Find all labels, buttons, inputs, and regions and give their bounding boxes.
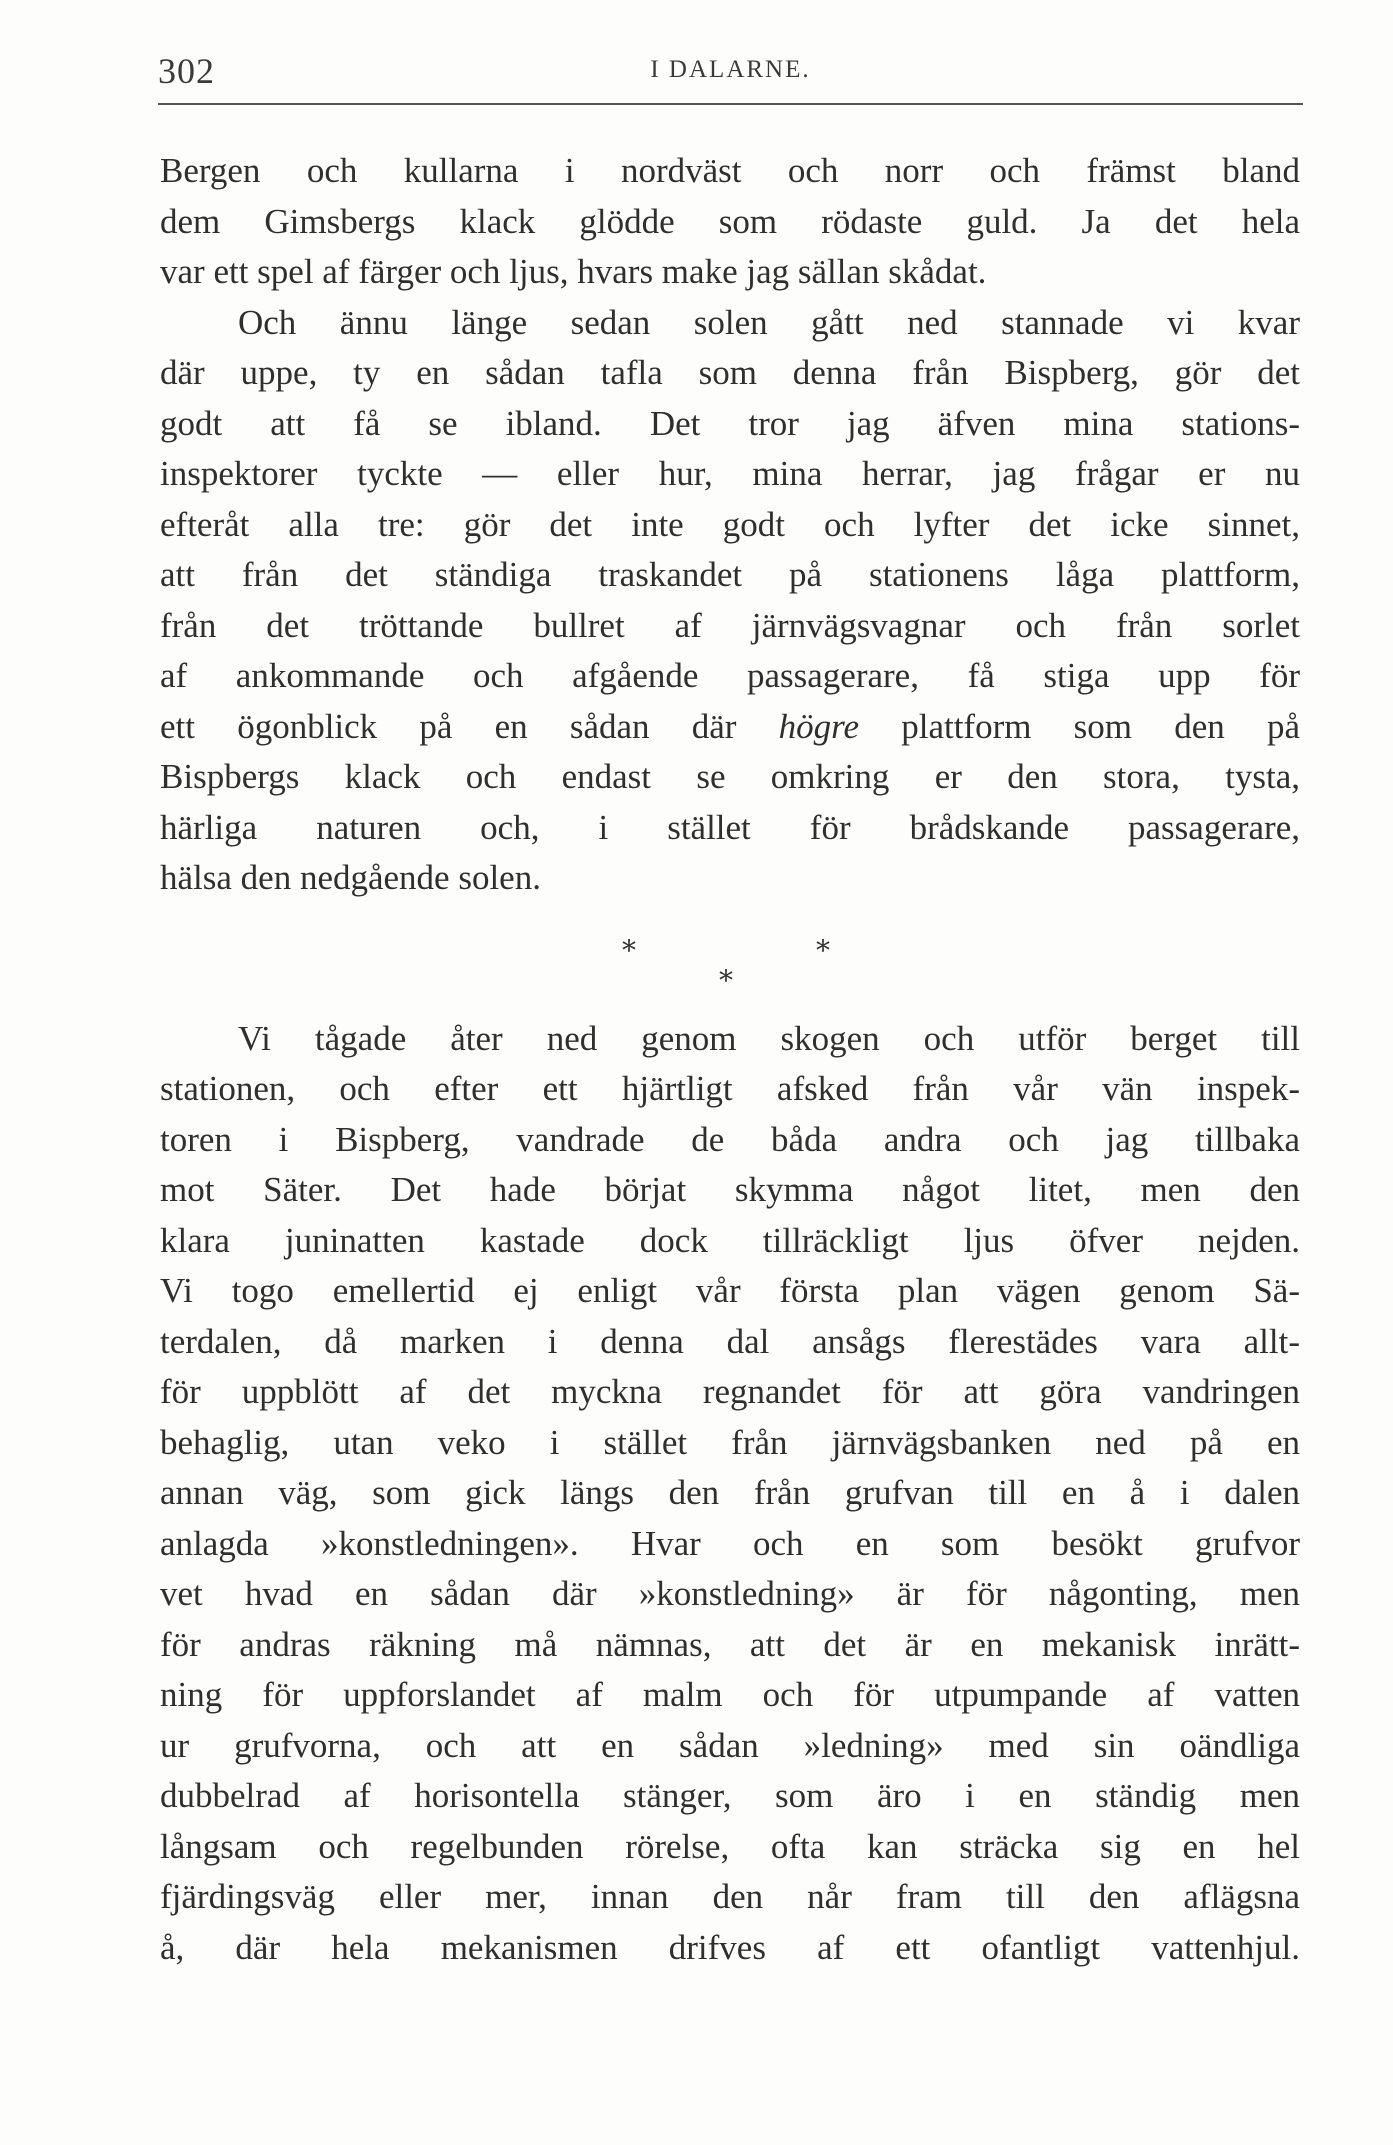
text-line: annan väg, som gick längs den från grufvan till en å i dalen <box>160 1473 1300 1512</box>
text-line: hälsa den nedgående solen. <box>160 858 541 897</box>
text-line: långsam och regelbunden rörelse, ofta kan sträcka sig en hel <box>160 1826 1300 1866</box>
text-line-with-italic <box>160 702 1300 753</box>
text-line: ning för uppforslandet af malm och för utpumpande af vatten <box>160 1675 1300 1714</box>
text-line: inspektorer tyckte — eller hur, mina herrar, jag frågar er nu <box>160 454 1300 493</box>
paragraph-1 <box>160 146 1300 298</box>
text-line: klara juninatten kastade dock tillräckligt ljus öfver nejden. <box>160 1220 1300 1260</box>
text-fragment: ett ögonblick på en sådan där <box>160 706 779 746</box>
text-line: dubbelrad af horisontella stänger, som äro i en ständig men <box>160 1776 1300 1815</box>
text-line: där uppe, ty en sådan tafla som denna från Bispberg, gör det <box>160 353 1300 392</box>
text-line: var ett spel af färger och ljus, hvars make jag sällan skådat. <box>160 252 987 291</box>
text-line: Bispbergs klack och endast se omkring er den stora, tysta, <box>160 757 1300 796</box>
page-number: 302 <box>158 51 215 91</box>
text-line: för uppblött af det myckna regnandet för att göra vandringen <box>160 1372 1300 1411</box>
text-line: behaglig, utan veko i stället från järnvägsbanken ned på en <box>160 1422 1300 1462</box>
text-line: Vi tågade åter ned genom skogen och utför berget till <box>238 1018 1300 1058</box>
body-text <box>160 146 1300 1973</box>
running-head <box>158 50 1303 90</box>
text-line: Och ännu länge sedan solen gått ned stannade vi kvar <box>238 302 1300 342</box>
running-title: I DALARNE. <box>650 56 811 83</box>
paragraph-3 <box>160 1014 1300 1974</box>
paragraph-2 <box>160 298 1300 904</box>
text-line: af ankommande och afgående passagerare, få stiga upp för <box>160 656 1300 695</box>
header-rule <box>158 103 1303 105</box>
text-line: toren i Bispberg, vandrade de båda andra och jag tillbaka <box>160 1119 1300 1159</box>
text-line: vet hvad en sådan där »konstledning» är för någonting, men <box>160 1574 1300 1613</box>
asterisk-mark: * <box>622 933 636 967</box>
text-line: Bergen och kullarna i nordväst och norr och främst bland <box>160 151 1300 190</box>
text-line: å, där hela mekanismen drifves af ett ofantligt vattenhjul. <box>160 1927 1300 1967</box>
text-line: terdalen, då marken i denna dal ansågs flerestädes vara allt- <box>160 1321 1300 1361</box>
text-line: för andras räkning må nämnas, att det är en mekanisk inrätt- <box>160 1624 1300 1664</box>
asterisk-mark: * <box>719 963 733 997</box>
section-break-asterisms <box>160 904 1300 1014</box>
text-line: från det tröttande bullret af järnvägsvagnar och från sorlet <box>160 605 1300 645</box>
text-line: dem Gimsbergs klack glödde som rödaste guld. Ja det hela <box>160 201 1300 241</box>
text-line: Vi togo emellertid ej enligt vår första plan vägen genom Sä- <box>160 1271 1300 1310</box>
text-line: mot Säter. Det hade börjat skymma något litet, men den <box>160 1170 1300 1209</box>
text-fragment: plattform som den på <box>859 706 1300 746</box>
text-line: stationen, och efter ett hjärtligt afsked från vår vän inspek- <box>160 1069 1300 1108</box>
text-line: godt att få se ibland. Det tror jag äfven mina stations- <box>160 403 1300 443</box>
asterisk-mark: * <box>816 933 830 967</box>
italic-word: högre <box>778 706 860 746</box>
text-line: efteråt alla tre: gör det inte godt och lyfter det icke sinnet, <box>160 504 1300 544</box>
text-line: härliga naturen och, i stället för brådskande passagerare, <box>160 807 1300 847</box>
text-line: fjärdingsväg eller mer, innan den når fram till den aflägsna <box>160 1877 1300 1916</box>
text-line: anlagda »konstledningen». Hvar och en som besökt grufvor <box>160 1523 1300 1563</box>
text-line: ur grufvorna, och att en sådan »ledning» med sin oändliga <box>160 1725 1300 1765</box>
text-line: att från det ständiga traskandet på stationens låga plattform, <box>160 555 1300 594</box>
